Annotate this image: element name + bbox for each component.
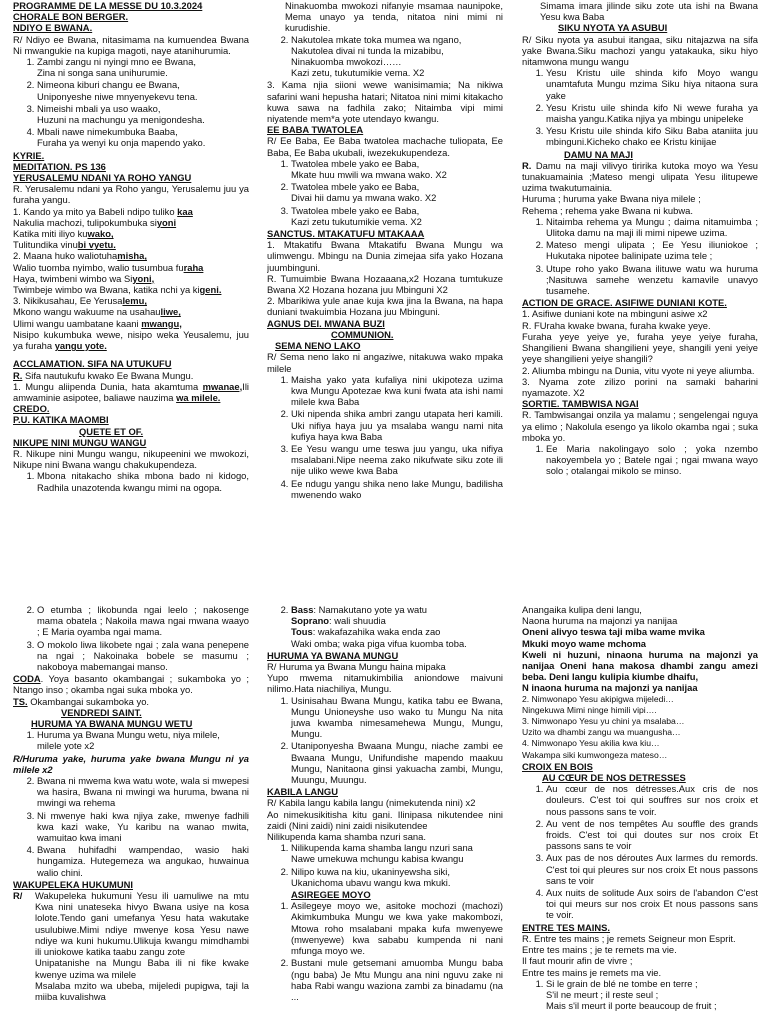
siku-song-title: SIKU NYOTA YA ASUBUI	[558, 22, 668, 34]
communion-heading: COMMUNION.	[331, 328, 394, 340]
entrance-refrain: R/ Ndiyo ee Bwana, nitasimama na kumuendea Bwana Ni mwangukie na kupiga magoti, naye atanihurumia.	[13, 33, 249, 56]
offertory-song-title: NIKUPE NINI MUNGU WANGU	[13, 436, 147, 448]
verse: 3. Utupe roho yako Bwana ilituwe watu wa huruma ;Nasituwa samehe wenzetu kamavile unavyo tusamehe.	[546, 263, 758, 297]
meditation-song-title: YERUSALEMU NDANI YA ROHO YANGU	[13, 172, 192, 184]
offertory-verse-3: 3. Kama njia siioni wewe wanisimamia; Na nikiwa safarini wani hepusha hatari; Nitatoa nini mimi kitakacho kuwa sawa na fadhila zako; Nitaimba vipi mimi niyatende mem*a yote utendayo kwangu.	[267, 79, 503, 125]
offertory-verse-continued: Ninakuomba mwokozi nifanyie msamaa naunipoke, Mema unayo ya tenda, nitatoa nini mimi ni kurudishie.	[285, 0, 503, 34]
verse: 1. Si le grain de blé ne tombe en terre ; S'il ne meurt ; il reste seul ; Mais s'il meurt il porte beaucoup de fruit ;	[546, 978, 758, 1012]
verse: 1. Au cœur de nos détresses.Aux cris de nos douleurs. C'est toi qui souffres sur nos croix et nous passons sans te voir.	[546, 783, 758, 817]
verse: 1. Asilegeye moyo we, asitoke mochozi (machozi) Akimkumbuka Mungu we kwa yake makombozi, Mtowa roho msalabani mpaka kufa mwenyewe (mwenyewe) kwa sababu kumpenda ni nani mfunga moyo we.	[291, 900, 503, 956]
entre-line: Entre tes mains je remets ma vie.	[522, 966, 662, 978]
moyo-title: ASIREGEE MOYO	[291, 889, 371, 901]
entre-tes-mains-title: ENTRE TES MAINS.	[522, 921, 611, 933]
verse: 1. Ee Maria nakolingayo solo ; yoka nzembo nakoyembela yo ; Batele ngai ; ngai mwana wayo solo ; otalangai mikolo se minso.	[546, 443, 758, 477]
verse: 4. Bwana huhifadhi wampendao, wasio haki hungamiza. Hutegemeza wa angukao, huwainua walio chini.	[37, 844, 249, 878]
moyo-bold-line: N inaona huruma na majonzi ya nanijaa	[522, 682, 698, 694]
verse: 4. Aux nuits de solitude Aux soirs de l'abandon C'est toi qui meurs sur nos croix Et nous passons sans te voir.	[546, 887, 758, 921]
huruma-mungu-verses	[267, 695, 503, 786]
kabila-body: Ao nimekusikitisha kitu gani. Ilinipasa nikutendee nini zaidi (Nini zaidi) nini zaidi nisikutendee	[267, 808, 503, 831]
verse: 1. Yesu Kristu uile shinda kifo Moyo wangu unamtafuta Mungu mzima Siku hiya nitaona sura yake	[546, 67, 758, 101]
meditation-verses: 1. Kando ya mito ya Babeli ndipo tuliko kaa Nakulia machozi, tulipokumbuka siyoni Katika miti iliyo kuwako, Tulitundika vinubi vyetu. 2. Maana huko waliotuhamisha, Walio tuomba nyimbo, walio tusumbua furaha Haya, twimbeni wimbo wa Siyoni, Twimbeje wimbo wa Bwana, katika nchi ya kigeni. 3. Nikikusahau, Ee Yerusalemu, Mkono wangu wakuume na usahauliwe, Ulimi wangu uambatane kaani mwangu, Nisipo kukumbuka wewe, nisipo weka Yeusalemu, juu ya furaha yangu yote.	[13, 205, 249, 352]
entre-line: Entre tes mains ; je te remets ma vie.	[522, 944, 677, 956]
verse: 3. Yesu Kristu uile shinda kifo Siku Baba ataniita juu mbinguni.Kicheko chako ee Kristu kinijae	[546, 125, 758, 147]
acclamation-verse: 1. Mungu aliipenda Dunia, hata akamtuma mwanae,Ili amwaminie asipotee, baliawe nauzima wa milele.	[13, 380, 249, 403]
croix-heading: CROIX EN BOIS	[522, 760, 593, 772]
verse: 3. Aux pas de nos déroutes Aux larmes du remords. C'est toi qui pleures sur nos croix Et nous passons sans te voir	[546, 852, 758, 886]
verse: 2. Twatolea mbele yako ee Baba, Divai hii damu ya mwana wako. X2	[291, 181, 503, 203]
sortie-verses-continued	[13, 604, 249, 672]
verse: 1. Nitaimba rehema ya Mungu ; daima nitamuimba ; Ulitoka damu na maji ili mimi nipewe uzima.	[546, 216, 758, 238]
moyo-small-line: 2. Nimwonapo Yesu akipigwa mijeledi…	[522, 693, 674, 704]
huruma-wetu-verses	[13, 775, 249, 878]
verse: 4. Mbali nawe nimekumbuka Baaba, Furaha ya wenyi ku onja mapendo yako.	[37, 126, 249, 148]
verse: 2. Nakutolea mkate toka mumea wa ngano, Nakutolea divai ni tunda la mizabibu, Ninakuomba mwokozi…… Kazi zetu, tukutumikie vema. X2	[291, 34, 503, 79]
siku-refrain: R/ Siku nyota ya asubui itangaa, siku nitajazwa na sifa yake Bwana.Siku machozi yangu yatakauka, siku hiyo nitamwona mungu wangu	[522, 33, 758, 68]
moyo-bold-line: Kweli ni huzuni, ninaona huruma na majonzi ya nanijaa Oneni hana makosa dhambi zangu amezi beba. Deni langu kulipia kiumbe dhaifu,	[522, 648, 758, 683]
sanctus-verse-1: 1. Mtakatifu Bwana Mtakatifu Bwana Mungu wa ulimwengu. Mbingu na Dunia zimejaa sifa yako Hozana juumbinguni.	[267, 239, 503, 273]
sortie-verses	[522, 443, 758, 477]
kabila-body-2: Nilikupenda kama shamba nzuri sana.	[267, 831, 426, 843]
top-column-1	[13, 0, 249, 582]
communion-verse-continued: Simama imara jilinde siku zote uta ishi na Bwana Yesu kwa Baba	[540, 0, 758, 23]
entre-line: Il faut mourir afin de vivre ;	[522, 955, 633, 967]
hukumuni-title: WAKUPELEKA HUKUMUNI	[13, 878, 133, 890]
coeur-title: AU CŒUR DE NOS DETRESSES	[542, 772, 686, 784]
kabila-verses	[267, 842, 503, 888]
verse: 2. Mateso mengi ulipata ; Ee Yesu iliuniokoe ; Hukutaka nipotee balinipate uzima tele ;	[546, 239, 758, 261]
acclamation-refrain: R. Sifa nautukufu kwako Ee Bwana Mungu.	[13, 369, 194, 381]
bottom-column-3	[522, 604, 758, 1024]
damu-line-2: Huruma ; huruma yake Bwana niya milele ;	[522, 193, 701, 205]
moyo-small-line: Uzito wa dhambi zangu wa muangusha…	[522, 727, 681, 738]
action-body: Furaha yeye yeiye ye, furaha yeye yeiye furaha, Shangilieni Bwana shangilieni yeye, shangili yeni yeiye yeye shangilieni yeiye shangili?	[522, 330, 758, 365]
hukumuni-body-2: Msalaba mzito wa ubeba, mijeledi pupigwa, taji la miiba kuvalishwa	[35, 979, 249, 1002]
verse: 1. Huruma ya Bwana Mungu wetu, niya milele, milele yote x2	[37, 729, 249, 751]
bottom-column-2	[267, 604, 503, 1024]
sanctus-refrain: R. Tumuimbie Bwana Hozaaana,x2 Hozana tumtukuze Bwana X2 Hozana hozana juu Mbinguni X2	[267, 272, 503, 296]
top-column-2	[267, 0, 503, 582]
damu-refrain: R. Damu na maji vilivyo tiririka kutoka moyo wa Yesu tunakuamainia ;Mateso mengi ulipata Yesu ilitupewe uzima twakutumainia.	[522, 159, 758, 194]
coeur-verses	[522, 783, 758, 920]
moyo-line-1: Anangaika kulipa deni langu,	[522, 604, 642, 615]
moyo-small-line: 3. Nimwonapo Yesu yu chini ya msalaba…	[522, 716, 685, 727]
offertory-verses	[13, 470, 249, 492]
offertory-heading-2: QUETE ET OF.	[79, 425, 144, 437]
moyo-small-line: 4. Nimwonapo Yesu akilia kwa kiu…	[522, 738, 660, 749]
verse: 2. Au vent de nos tempêtes Au souffle des grands froids. C'est toi qui doutes sur nos croix Et passons sans te voir	[546, 818, 758, 852]
communion-song-title: SEMA NENO LAKO	[275, 340, 361, 352]
kabila-title: KABILA LANGU	[267, 786, 338, 798]
verse: 3. Ni mwenye haki kwa njiya zake, mwenye fadhili kwa kazi wake, Yu karibu na wanao mwita, wamuitao kwa imani	[37, 810, 249, 844]
verse: 2. Yesu Kristu uile shinda kifo Ni wewe furaha ya maisha yangu.Katika njiya ya mbingu unipeleke	[546, 102, 758, 124]
communion-refrain: R/ Sema neno lako ni angaziwe, nitakuwa wako mpaka milele	[267, 351, 503, 374]
verse: 3. Nimeishi mbali ya uso waako, Huzuni na machungu ya menigondesha.	[37, 103, 249, 125]
baba-song-title: EE BABA TWATOLEA	[267, 124, 364, 136]
moyo-line-2: Naona huruma na majonzi ya nanijaa	[522, 615, 678, 627]
vendredi-saint-heading: VENDREDI SAINT.	[61, 706, 142, 718]
offertory-verse-2	[267, 34, 503, 79]
verse: 1. Zambi zangu ni nyingi mno ee Bwana, Zina ni songa sana unihurumie.	[37, 56, 249, 78]
agnus-heading: AGNUS DEI. MWANA BUZI	[267, 317, 385, 329]
verse: 1. Maisha yako yata kufaliya nini ukipoteza uzima kwa Mungu Apotezae kwa kuni fwata ata ishi nami milele kwa Baba	[291, 374, 503, 408]
choir-name: CHORALE BON BERGER.	[13, 11, 129, 23]
sanctus-heading: SANCTUS. MTAKATUFU MTAKAAA	[267, 228, 425, 240]
verse: 3. Twatolea mbele yako ee Baba, Kazi zetu tukutumikie vema. X2	[291, 205, 503, 227]
entrance-verses	[13, 56, 249, 149]
kabila-refrain: R/ Kabila langu kabila langu (nimekutenda nini) x2	[267, 797, 476, 809]
voice-parts: 2. Bass: Namakutano yote ya watu Soprano: wali shuudia Tous: wakafazahika waka enda zao Waki omba; waka piga vifua kuomba toba.	[291, 604, 503, 649]
damu-line-3: Rehema ; rehema yake Bwana ni kubwa.	[522, 204, 693, 216]
ts-line: TS. Okambangai sukamboka yo.	[13, 695, 150, 707]
moyo-bold-line: Oneni alivyo teswa taji miba wame mvika	[522, 626, 705, 638]
bottom-half	[0, 604, 768, 1024]
action-de-grace-heading: ACTION DE GRACE. ASIFIWE DUNIANI KOTE.	[522, 297, 727, 309]
entrance-song-title: NDIYO E BWANA.	[13, 22, 93, 34]
moyo-verses	[267, 900, 503, 1002]
communion-verses	[267, 374, 503, 500]
moyo-bold-line: Mkuki moyo wame mchoma	[522, 637, 646, 649]
verse: 1. Nilikupenda kama shamba langu nzuri sana Nawe umekuwa mchungu kabisa kwangu	[291, 842, 503, 864]
hukumuni-refrain-block: R/ Wakupeleka hukumuni Yesu ili uamuliwe na mtu Kwa nini unateseka hivyo Bwana usiye na kosa lolote.Tendo gani umefanya Yesu hata wakutake usulubiwe.Mimi ndiye mwenye kosa Yesu nawe ndiye wa kuni hukumu.Ulikuja kwangu mimdhambi ili uniokowe katika taabu zangu zote	[13, 890, 249, 958]
action-refrain: R. FUraha kwake bwana, furaha kwake yeye.	[522, 319, 711, 331]
meditation-refrain: R. Yerusalemu ndani ya Roho yangu, Yerusalemu juu ya furaha yangu.	[13, 183, 249, 206]
credo-heading: CREDO.	[13, 403, 50, 415]
baba-refrain: R/ Ee Baba, Ee Baba twatolea machache tuliopata, Ee Baba, Ee Baba ukubali, iwezekukupendeza.	[267, 135, 503, 158]
top-column-3	[522, 0, 758, 582]
offertory-refrain: R. Nikupe nini Mungu wangu, nikupeenini we mwokozi, Nikupe nini Bwana wangu chakukupendeza.	[13, 447, 249, 471]
meditation-heading: MEDITATION. PS 136	[13, 160, 106, 172]
damu-verses	[522, 216, 758, 296]
action-verse-1: 1. Asifiwe duniani kote na mbinguni asiwe x2	[522, 308, 708, 320]
damu-song-title: DAMU NA MAJI	[564, 148, 633, 160]
huruma-mungu-refrain: R/ Huruma ya Bwana Mungu haina mipaka	[267, 661, 446, 673]
siku-verses	[522, 67, 758, 147]
sanctus-verse-2: 2. Mbarikiwa yule anae kuja kwa jina la Bwana, na hapa duniani twakuimbia Hozana juu Mbinguni.	[267, 295, 503, 318]
verse: 3. Ee Yesu wangu ume teswa juu yangu, uka nifiya msalabani.Nipe neema zako nikufwate siku zote ili nije uliko wewe kwa Baba	[291, 443, 503, 477]
verse: 2. Nilipo kuwa na kiu, ukaninyewsha siki, Ukanichoma ubavu wangu kwa mkuki.	[291, 866, 503, 888]
action-verse-2: 2. Aliumba mbingu na Dunia, vitu vyote ni yeye aliumba.	[522, 364, 755, 376]
verse: 2. Bwana ni mwema kwa watu wote, wala si mwepesi wa hasira, Bwana ni mwingi wa huruma, bwana ni mwingi wa rehema	[37, 775, 249, 809]
entre-line: R. Entre tes mains ; je remets Seigneur mon Esprit.	[522, 932, 736, 944]
verse: 2. Utaniponyesha Bwaana Mungu, niache zambi ee Bwaana Mungu, Unifundishe mapendo maakuu Mungu, Nanitaona ginsi yakuacha zambi, Mungu, Muungu, Muungu.	[291, 740, 503, 785]
huruma-wetu-verse-1	[13, 729, 249, 751]
verse: 1. Usinisahau Bwana Mungu, katika tabu ee Bwana, Mungu Unioneyshe uso wako tu Mungu Na nita juwa kwamba nimesamehewa Mungu, Mungu, Mungu.	[291, 695, 503, 740]
verse: 2. Bustani mule getsemani amuomba Mungu baba (ngu baba) Je Mtu Mungu ana nini nguvu zake ni haba Rabi wangu waziona zambi za binadamu (na ...	[291, 957, 503, 1002]
verse: 2. Nimeona kiburi changu ee Bwana, Uniponyeshe niwe mnyenyekevu tena.	[37, 79, 249, 101]
verse: 2. Uki nipenda shika ambri zangu utapata heri kamili. Uki nifiya haya juu ya msalaba wangu nami nita kufiya haya kwa Baba	[291, 408, 503, 442]
offertory-heading: P.U. KATIKA MAOMBI	[13, 414, 109, 426]
kyrie-heading: KYRIE.	[13, 149, 45, 161]
huruma-mungu-title: HURUMA YA BWANA MUNGU	[267, 649, 399, 661]
verse: 4. Ee ndugu yangu shika neno lake Mungu, badilisha mwenendo wako	[291, 478, 503, 500]
hukumuni-body: Unipatanishe na Mungu Baba ili ni fike kwake kwenye uzima wa milele	[35, 957, 249, 980]
acclamation-heading: ACCLAMATION. SIFA NA UTUKUFU	[13, 358, 172, 370]
verse: 1. Twatolea mbele yako ee Baba, Mkate huu mwili wa mwana wako. X2	[291, 158, 503, 180]
hukumuni-refrain: Wakupeleka hukumuni Yesu ili uamuliwe na mtu Kwa nini unateseka hivyo Bwana usiye na kosa lolote.Tendo gani umefanya Yesu hata wakutake usulubiwe.Mimi ndiye mwenye kosa Yesu nawe ndiye wa kuni hukumu.Ulikuja kwangu mimdhambi ili uniokowe katika taabu zangu zote	[35, 890, 249, 958]
sortie-heading: SORTIE. TAMBWISA NGAI	[522, 398, 639, 410]
programme-title: PROGRAMME DE LA MESSE DU 10.3.2024	[13, 0, 203, 11]
baba-verses	[267, 158, 503, 227]
sortie-refrain: R. Tambwisangai onzila ya malamu ; sengelengai nguya ya elimo ; Nakolula esengo ya likolo okamba ngai ; suka mboka yo.	[522, 409, 758, 443]
moyo-small-line: Wakampa siki kumwongeza mateso…	[522, 749, 668, 760]
huruma-mungu-body: Yupo mwema nitamukimbilia aniondowe maivuni nilimo.Hata niachiliya, Mungu.	[267, 672, 503, 695]
huruma-wetu-refrain: R/Huruma yake, huruma yake bwana Mungu ni ya milele x2	[13, 752, 249, 775]
coda: CODA. Yoya basanto okambangai ; sukamboka yo ; Ntango inso ; okamba ngai suka mboka yo.	[13, 673, 249, 696]
entre-verses	[522, 978, 758, 1012]
action-verse-3: 3. Nyama zote zilizo porini na samaki baharini nyamazote. X2	[522, 375, 758, 398]
huruma-wetu-title: HURUMA YA BWANA MUNGU WETU	[31, 718, 193, 730]
verse: 2. O etumba ; likobunda ngai leelo ; nakosenge mama obatela ; Nakoila mawa ngai mwana waayo ; E Maria oyamba ngai mama.	[37, 604, 249, 638]
hukumuni-voices	[267, 604, 503, 649]
moyo-small-line: Ningekuwa Mimi ninge himili vipi….	[522, 704, 657, 715]
verse: 3. O mokolo liwa likobete ngai ; zala wana penepene na ngai ; Nakoinaka bobele se masumu ; nakoboya mabemangai manso.	[37, 639, 249, 673]
bottom-column-1	[13, 604, 249, 1024]
verse: 1. Mbona nitakacho shika mbona bado ni kidogo, Radhila unazotenda kwangu mimi na ogopa.	[37, 470, 249, 492]
